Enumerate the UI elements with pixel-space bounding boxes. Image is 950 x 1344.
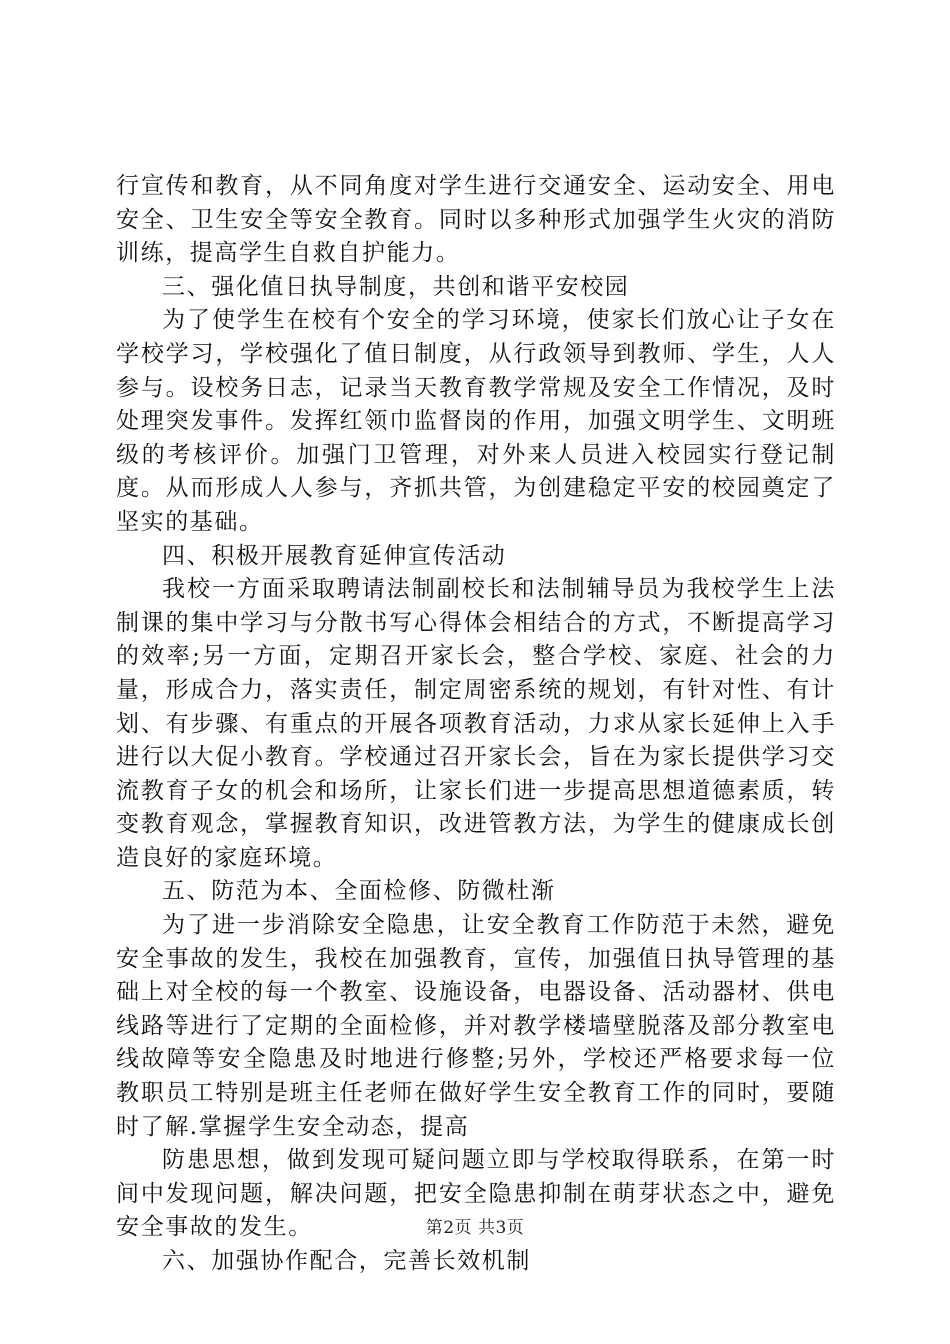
- paragraph-prevention: 为了进一步消除安全隐患，让安全教育工作防范于未然，避免安全事故的发生，我校在加强教育，宣传，加强值日执导管理的基础上对全校的每一个教室、设施设备，电器设备、活动器材、供电线路等进行了定期的全面检修，并对教学楼墙壁脱落及部分教室电线故障等安全隐患及时地进行修整;另外，学校还严格要求每一位教职员工特别是班主任老师在做好学生安全教育工作的同时，要随时了解.掌握学生安全动态，提高: [116, 912, 836, 1140]
- section-heading-4: 四、积极开展教育延伸宣传活动: [162, 542, 507, 569]
- section-heading-5: 五、防范为本、全面检修、防微杜渐: [162, 878, 556, 905]
- section-heading-3: 三、强化值日执导制度，共创和谐平安校园: [162, 273, 630, 300]
- paragraph-duty-system: 为了使学生在校有个安全的学习环境，使家长们放心让子女在学校学习，学校强化了值日制度，从行政领导到教师、学生，人人参与。设校务日志，记录当天教育教学常规及安全工作情况，及时处理突发事件。发挥红领巾监督岗的作用，加强文明学生、文明班级的考核评价。加强门卫管理，对外来人员进入校园实行登记制度。从而形成人人参与，齐抓共管，为创建稳定平安的校园奠定了坚实的基础。: [116, 307, 836, 535]
- document-body: [116, 170, 836, 1279]
- paragraph-education-extension: 我校一方面采取聘请法制副校长和法制辅导员为我校学生上法制课的集中学习与分散书写心得体会相结合的方式，不断提高学习的效率;另一方面，定期召开家长会，整合学校、家庭、社会的力量，形成合力，落实责任，制定周密系统的规划，有针对性、有计划、有步骤、有重点的开展各项教育活动，力求从家长延伸上入手进行以大促小教育。学校通过召开家长会，旨在为家长提供学习交流教育子女的机会和场所，让家长们进一步提高思想道德素质，转变教育观念，掌握教育知识，改进管教方法，为学生的健康成长创造良好的家庭环境。: [116, 576, 836, 871]
- paragraph-continuation: 行宣传和教育，从不同角度对学生进行交通安全、运动安全、用电安全、卫生安全等安全教育。同时以多种形式加强学生火灾的消防训练，提高学生自救自护能力。: [116, 173, 836, 267]
- page-footer: 第2页 共3页: [425, 1218, 525, 1238]
- paragraph-prevention-cont: 防患思想，做到发现可疑问题立即与学校取得联系，在第一时间中发现问题，解决问题，把安全隐患抑制在萌芽状态之中，避免安全事故的发生。: [116, 1147, 836, 1241]
- section-heading-6: 六、加强协作配合，完善长效机制: [162, 1248, 531, 1274]
